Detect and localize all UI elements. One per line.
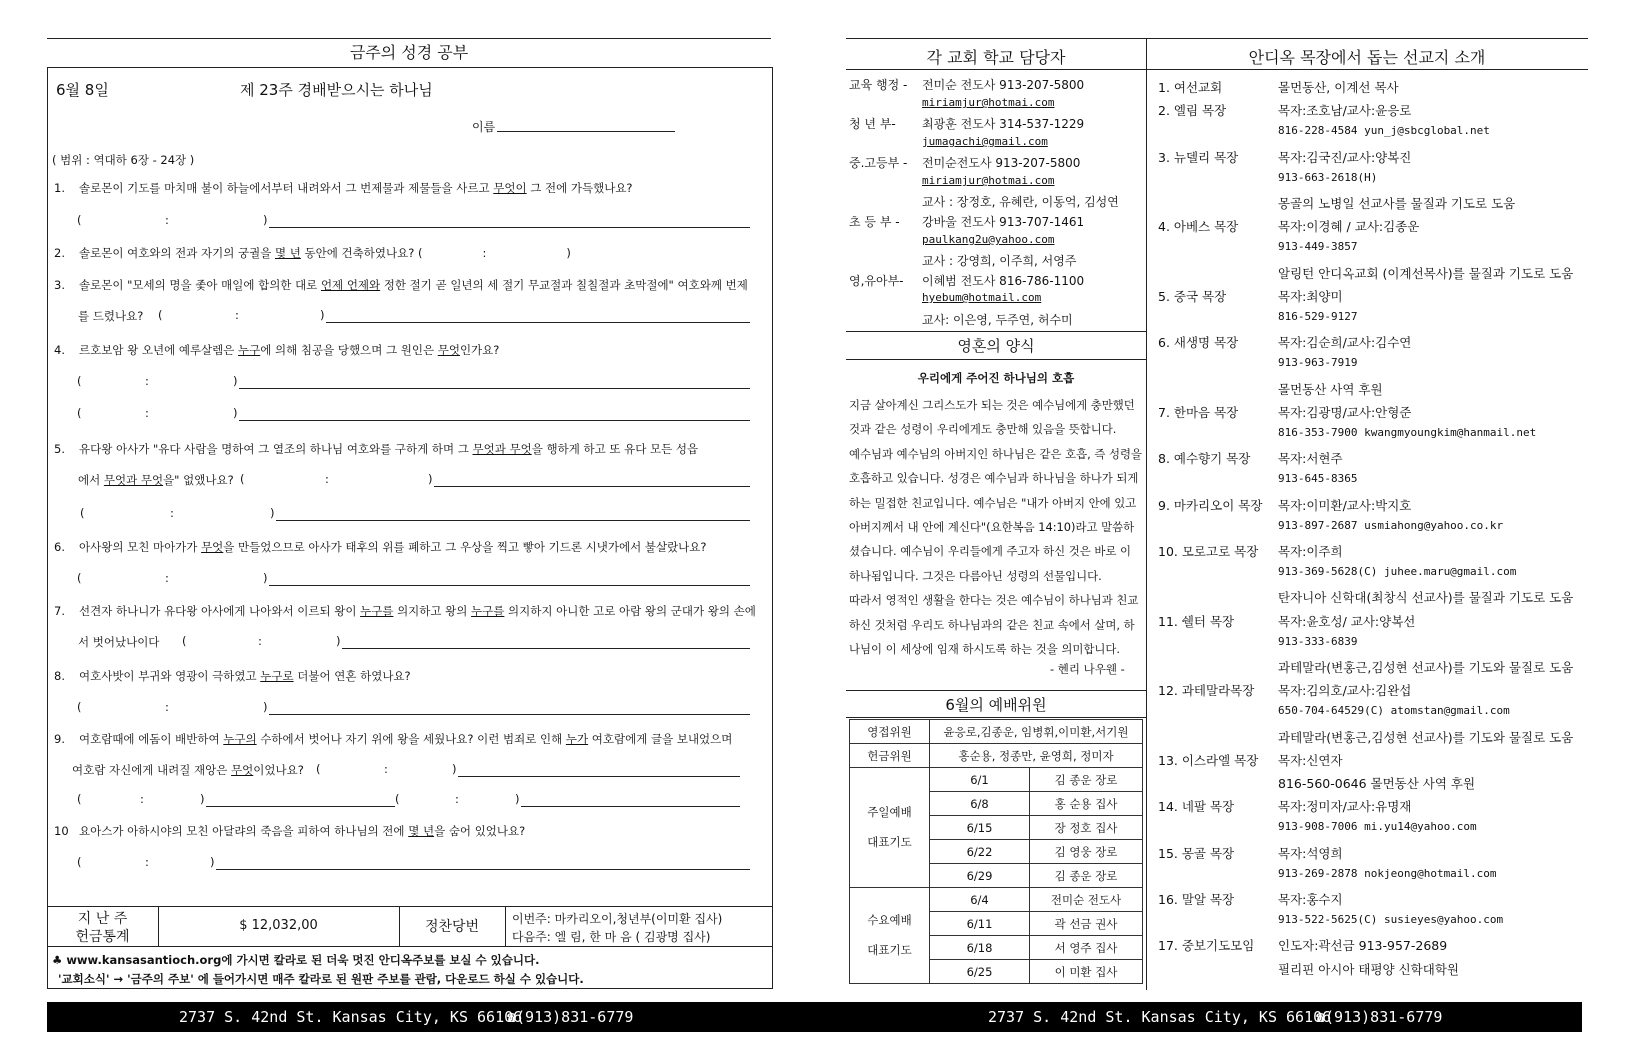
name-blank[interactable] xyxy=(497,131,675,132)
answer-blank-line[interactable] xyxy=(458,776,740,777)
study-box xyxy=(47,67,773,989)
question-3-line2 xyxy=(78,308,143,324)
staff-section-title: 각 교회 학교 담당자 xyxy=(926,48,1066,67)
devotion-line: 하는 밀접한 친교입니다. 예수님은 "내가 아버지 안에 있고 xyxy=(849,495,1137,510)
mission-section-title: 안디옥 목장에서 돕는 선교지 소개 xyxy=(1248,48,1486,67)
staff-info: 전미순 전도사 913-207-5800 xyxy=(922,78,1085,92)
question-text: 을 만들었으므로 아사가 태후의 위를 폐하고 그 우상을 찍고 빻아 기드론 시냇가에서 불살랐나요? xyxy=(223,540,707,554)
question-5 xyxy=(54,441,698,457)
sunday-prayer-date: 6/1 xyxy=(930,768,1030,792)
choir-this-week: 이번주: 마카리오이,청년부(이미환 집사) xyxy=(512,912,723,926)
question-number: 9. xyxy=(54,732,65,746)
mission-leader: 목자:김국진/교사:양복진 xyxy=(1278,149,1412,165)
mission-leader: 목자:이경혜 / 교사:김종운 xyxy=(1278,219,1420,235)
devotion-subtitle: 우리에게 주어진 하나님의 호흡 xyxy=(917,371,1075,385)
mission-detail: 816-353-7900 kwangmyoungkim@hanmail.net xyxy=(1278,426,1537,439)
staff-email[interactable]: jumagachi@gmail.com xyxy=(922,135,1048,148)
sunday-prayer-row xyxy=(850,768,1143,792)
mission-detail: 과테말라(변홍근,김성현 선교사)를 기도와 물질로 도움 xyxy=(1278,729,1574,745)
devotion-line: 지금 살아계신 그리스도가 되는 것은 예수님에게 충만했던 xyxy=(849,398,1135,412)
question-text: 여호사밧이 부귀와 영광이 극하였고 xyxy=(79,669,261,683)
worship-row xyxy=(850,744,1143,768)
mission-leader: 목자:김의호/교사:김완섭 xyxy=(1278,683,1412,699)
worship-title: 6월의 예배위원 xyxy=(945,696,1047,714)
answer-blank-line[interactable] xyxy=(239,388,750,389)
mission-group-name: 13. 이스라엘 목장 xyxy=(1158,752,1259,768)
mission-group-name: 17. 중보기도모임 xyxy=(1158,938,1255,954)
mission-detail: 913-449-3857 xyxy=(1278,240,1358,254)
question-number: 1. xyxy=(54,181,65,195)
mission-leader: 목자:김순희/교사:김수연 xyxy=(1278,335,1412,351)
worship-role: 헌금위원 xyxy=(850,744,930,768)
sunday-prayer-date: 6/8 xyxy=(930,792,1030,816)
wednesday-prayer-name: 이 미환 집사 xyxy=(1030,960,1143,984)
worship-members: 홍순용, 정종만, 윤영희, 정미자 xyxy=(930,744,1143,768)
answer-blank-line[interactable] xyxy=(342,648,750,649)
devotion-line: 호흡하고 있습니다. 성경은 예수님과 하나님을 하나가 되게 xyxy=(849,471,1139,486)
answer-close-paren: ) xyxy=(336,634,341,648)
answer-close-paren: ) xyxy=(452,762,457,776)
answer-colon: : xyxy=(235,308,239,322)
answer-open-paren: ( xyxy=(77,406,82,420)
mission-leader: 목자:석영희 xyxy=(1278,845,1343,861)
question-keyword: 무엇 xyxy=(437,343,460,357)
mission-detail: 816-560-0646 몰먼동산 사역 후원 xyxy=(1278,776,1476,791)
question-text: 을" 없앴나요? xyxy=(163,473,234,487)
question-6 xyxy=(54,539,707,555)
answer-close-paren: ) xyxy=(263,700,268,714)
question-text: 아사왕의 모친 마아가가 xyxy=(79,540,202,554)
mission-leader: 몰먼동산, 이계선 목사 xyxy=(1278,80,1399,95)
sunday-prayer-name: 장 정호 집사 xyxy=(1030,816,1143,840)
wednesday-prayer-row xyxy=(850,888,1143,912)
answer-open-paren: ( xyxy=(77,213,82,227)
mission-detail: 913-963-7919 xyxy=(1278,356,1358,370)
question-9-line2 xyxy=(72,762,304,778)
mission-leader: 목자:조호남/교사:윤응로 xyxy=(1278,103,1412,119)
mission-detail: 913-908-7006 mi.yu14@yahoo.com xyxy=(1278,820,1477,834)
worship-row xyxy=(850,720,1143,744)
sunday-prayer-name: 김 종운 장로 xyxy=(1030,864,1143,888)
wednesday-prayer-label-1: 수요예배 xyxy=(867,912,912,927)
answer-colon: : xyxy=(325,472,329,486)
answer-close-paren: ) xyxy=(233,374,238,388)
answer-colon: : xyxy=(140,792,144,806)
mission-detail: 913-522-5625(C) susieyes@yahoo.com xyxy=(1278,913,1504,927)
answer-close-paren: ) xyxy=(233,406,238,420)
staff-info: 교사 : 장정호, 유혜란, 이동억, 김성연 xyxy=(922,195,1119,209)
question-keyword: 무엇 xyxy=(231,763,254,777)
left-footer xyxy=(47,1002,812,1032)
mission-detail: 탄자니아 신학대(최창식 선교사)를 물질과 기도로 도움 xyxy=(1278,590,1574,606)
question-number: 10 xyxy=(54,824,69,838)
staff-email[interactable]: miriamjur@hotmai.com xyxy=(922,174,1055,187)
answer-open-paren: ( xyxy=(77,855,82,869)
wednesday-prayer-date: 6/11 xyxy=(930,912,1030,936)
answer-blank-line[interactable] xyxy=(276,520,750,521)
worship-members: 윤응로,김종운, 임병휘,이미환,서기원 xyxy=(930,720,1143,744)
wednesday-prayer-date: 6/18 xyxy=(930,936,1030,960)
answer-open-paren: ( xyxy=(77,700,82,714)
question-text: 그 전에 가득했나요? xyxy=(526,181,633,195)
question-text: 인가요? xyxy=(459,343,500,357)
study-date: 6월 8일 xyxy=(56,81,109,99)
question-number: 6. xyxy=(54,540,65,554)
question-7-line2 xyxy=(78,634,159,650)
question-text: 정한 절기 곧 일년의 세 절기 무교절과 칠칠절과 초막절에" 여호와께 번제 xyxy=(380,278,748,292)
mission-group-name: 14. 네팔 목장 xyxy=(1158,799,1235,815)
staff-info: 교사 : 강영희, 이주희, 서영주 xyxy=(922,254,1077,268)
wednesday-prayer-date: 6/25 xyxy=(930,960,1030,984)
devotion-author: - 헨리 나우웬 - xyxy=(1050,662,1125,676)
question-text: 여호람 자신에게 내려질 재앙은 xyxy=(72,763,232,777)
answer-colon: : xyxy=(165,571,169,585)
question-text: 에서 xyxy=(78,473,104,487)
sunday-prayer-date: 6/29 xyxy=(930,864,1030,888)
question-keyword: 누구를 xyxy=(360,604,394,618)
sunday-prayer-name: 김 종운 장로 xyxy=(1030,768,1143,792)
wednesday-prayer-label xyxy=(850,888,930,984)
question-keyword: 무엇과 무엇 xyxy=(103,473,164,487)
devotion-line: 아버지께서 내 안에 계신다"(요한복음 14:10)라고 말씀하 xyxy=(849,520,1135,534)
mission-leader: 목자:서현주 xyxy=(1278,451,1343,467)
answer-blank-line[interactable] xyxy=(269,585,750,586)
question-8 xyxy=(54,668,411,684)
question-text: 솔로몬이 "모세의 명을 좇아 매일에 합의한 대로 xyxy=(79,278,321,292)
answer-close-paren: ) xyxy=(320,308,325,322)
question-text: 르호보암 왕 오년에 예루살렘은 xyxy=(79,343,239,357)
staff-info: 강바울 전도사 913-707-1461 xyxy=(922,215,1085,229)
answer-blank-line[interactable] xyxy=(269,714,750,715)
wednesday-prayer-label-2: 대표기도 xyxy=(867,942,912,957)
question-keyword: 누구의 xyxy=(223,732,257,746)
staff-info: 전미순전도사 913-207-5800 xyxy=(922,156,1081,170)
sunday-prayer-label-1: 주일예배 xyxy=(867,804,912,819)
question-text: 의지하고 왕의 xyxy=(393,604,472,618)
answer-blank-line[interactable] xyxy=(239,420,750,421)
mission-group-name: 4. 아베스 목장 xyxy=(1158,219,1239,235)
staff-info: 최광훈 전도사 314-537-1229 xyxy=(922,117,1085,131)
right-footer xyxy=(812,1002,1582,1032)
devotion-line: 것과 같은 성령이 우리에게도 충만해 있음을 뜻합니다. xyxy=(849,422,1117,437)
question-keyword: 누구로 xyxy=(260,669,294,683)
answer-colon: : xyxy=(145,855,149,869)
mission-leader: 목자:김광명/교사:안형준 xyxy=(1278,404,1412,420)
staff-dept: 영,유아부- xyxy=(849,274,904,288)
answer-open-paren: ( xyxy=(182,634,187,648)
offering-amount: $ 12,032,00 xyxy=(239,918,318,933)
mission-group-name: 1. 여선교회 xyxy=(1158,80,1223,95)
mission-group-name: 7. 한마음 목장 xyxy=(1158,404,1239,420)
question-3 xyxy=(54,277,748,293)
question-keyword: 누구 xyxy=(238,343,261,357)
mission-group-name: 3. 뉴델리 목장 xyxy=(1158,149,1239,165)
devotion-line: 예수님과 예수님의 아버지인 하나님은 같은 호흡, 즉 성령을 xyxy=(849,446,1143,461)
answer-open-paren: ( xyxy=(158,308,163,322)
answer-colon: : xyxy=(145,406,149,420)
question-number: 7. xyxy=(54,604,65,618)
answer-colon: : xyxy=(145,374,149,388)
question-keyword: 언제 언제와 xyxy=(320,278,381,292)
wednesday-prayer-name: 전미순 전도사 xyxy=(1030,888,1143,912)
mission-leader: 목자:정미자/교사:유명재 xyxy=(1278,799,1412,815)
answer-open-paren: ( xyxy=(395,792,400,806)
answer-close-paren: ) xyxy=(200,792,205,806)
mission-detail: 913-663-2618(H) xyxy=(1278,170,1378,184)
footer-address: 2737 S. 42nd St. Kansas City, KS 66106 xyxy=(179,1008,523,1026)
answer-close: ) xyxy=(566,246,571,260)
question-text: 솔로몬이 여호와의 전과 자기의 궁궐을 xyxy=(79,246,276,260)
study-section-title: 금주의 성경 공부 xyxy=(349,43,469,62)
question-number: 4. xyxy=(54,343,65,357)
mission-leader: 목자:최양미 xyxy=(1278,288,1343,304)
answer-colon: : xyxy=(384,762,388,776)
mission-leader: 목자:이미환/교사:박지호 xyxy=(1278,497,1412,513)
answer-close-paren: ) xyxy=(428,472,433,486)
question-text: 여호람에게 글을 보내었으며 xyxy=(588,732,733,746)
devotion-line: 따라서 영적인 생활을 한다는 것은 예수님이 하나님과 친교 xyxy=(849,593,1139,608)
worship-role: 영접위원 xyxy=(850,720,930,744)
question-number: 5. xyxy=(54,442,65,456)
mission-detail: 913-333-6839 xyxy=(1278,634,1358,648)
question-text: 여호람때에 에돔이 배반하여 xyxy=(79,732,224,746)
devotion-line: 하신 것처럼 우리도 하나님과의 같은 친교 속에서 살며, 하 xyxy=(849,617,1135,632)
answer-blank-line[interactable] xyxy=(521,806,740,807)
question-1 xyxy=(54,180,633,196)
question-2 xyxy=(54,245,571,261)
mission-leader: 목자:이주희 xyxy=(1278,544,1343,559)
question-text: 더불어 연혼 하였나요? xyxy=(293,669,411,683)
offering-label-1: 지 난 주 xyxy=(77,911,128,927)
question-4 xyxy=(54,342,499,358)
footer-phone-right: ☎(913)831-6779 xyxy=(1316,1008,1443,1026)
mission-detail: 650-704-64529(C) atomstan@gmail.com xyxy=(1278,704,1510,718)
question-7 xyxy=(54,603,756,619)
mission-detail: 816-529-9127 xyxy=(1278,310,1358,323)
download-notice: '교회소식' → '금주의 주보' 에 들어가시면 매주 칼라로 된 원판 주보를 관람, 다운로드 하실 수 있습니다. xyxy=(58,972,584,986)
mission-detail: 몰먼동산 사역 후원 xyxy=(1278,381,1383,397)
question-text: 유다왕 아사가 "유다 사람을 명하여 그 열조의 하나님 여호와를 구하게 하며 그 xyxy=(79,442,473,456)
question-keyword: 몇 년 xyxy=(275,246,301,260)
question-text: 을 숨어 있었나요? xyxy=(434,824,526,838)
question-keyword: 무엇과 무엇 xyxy=(472,442,532,456)
staff-info: 이혜범 전도사 816-786-1100 xyxy=(922,274,1085,288)
mission-group-name: 6. 새생명 목장 xyxy=(1158,335,1239,351)
answer-close-paren: ) xyxy=(515,792,520,806)
staff-info: 교사: 이은영, 두주연, 허수미 xyxy=(922,313,1073,327)
answer-colon: : xyxy=(165,213,169,227)
question-10 xyxy=(54,823,525,839)
question-text: 이었나요? xyxy=(253,763,304,777)
question-9 xyxy=(54,731,732,747)
answer-open-paren: ( xyxy=(77,571,82,585)
mission-group-name: 16. 말알 목장 xyxy=(1158,892,1235,907)
answer-blank-line[interactable] xyxy=(326,322,750,323)
offering-label-2: 헌금통계 xyxy=(75,929,130,945)
wednesday-prayer-date: 6/4 xyxy=(930,888,1030,912)
question-keyword: 누구를 xyxy=(471,604,505,618)
answer-blank-line[interactable] xyxy=(216,869,750,870)
staff-email[interactable]: miriamjur@hotmai.com xyxy=(922,96,1055,109)
answer-colon: : xyxy=(165,700,169,714)
mission-leader: 인도자:곽선금 913-957-2689 xyxy=(1278,938,1448,954)
mission-group-name: 9. 마카리오이 목장 xyxy=(1158,497,1263,513)
scripture-range: ( 범위 : 역대하 6장 - 24장 ) xyxy=(52,153,195,167)
question-text: 선견자 하나니가 유다왕 아사에게 나아와서 이르되 왕이 xyxy=(79,604,361,618)
mission-detail: 과테말라(변홍근,김성현 선교사)를 기도와 물질로 도움 xyxy=(1278,660,1574,675)
question-5-line2 xyxy=(78,472,234,488)
answer-open-paren: ( xyxy=(316,762,321,776)
answer-colon: : xyxy=(170,506,174,520)
question-text: 을 행하게 하고 또 유다 모든 성읍 xyxy=(531,442,699,456)
lesson-title: 제 23주 경배받으시는 하나님 xyxy=(240,81,433,99)
mission-group-name: 2. 엘림 목장 xyxy=(1158,103,1227,119)
mission-leader: 목자:윤호성/ 교사:양복선 xyxy=(1278,613,1416,629)
question-text: 의지하지 아니한 고로 아람 왕의 군대가 왕의 손에 xyxy=(504,604,756,618)
question-number: 3. xyxy=(54,278,65,292)
devotion-title: 영혼의 양식 xyxy=(957,337,1035,355)
answer-close-paren: ) xyxy=(263,213,268,227)
answer-blank-line[interactable] xyxy=(269,227,750,228)
staff-dept: 초 등 부 - xyxy=(849,215,900,229)
answer-open-paren: ( xyxy=(77,374,82,388)
sunday-prayer-name: 김 영웅 장로 xyxy=(1030,840,1143,864)
choir-next-week: 다음주: 엘 림, 한 마 음 ( 김광명 집사) xyxy=(512,930,711,944)
question-keyword: 무엇이 xyxy=(493,181,527,195)
website-notice: ♣ www.kansasantioch.org에 가시면 칼라로 된 더욱 멋진 안디옥주보를 보실 수 있습니다. xyxy=(52,953,540,967)
sunday-prayer-label xyxy=(850,768,930,888)
question-keyword: 몇 년 xyxy=(408,824,435,838)
answer-open-paren: ( xyxy=(77,792,82,806)
question-text: 동안에 건축하였나요? ( xyxy=(300,246,423,260)
staff-email[interactable]: hyebum@hotmail.com xyxy=(922,291,1042,304)
mission-group-name: 5. 중국 목장 xyxy=(1158,288,1227,304)
footer-phone: ☎(913)831-6779 xyxy=(507,1008,634,1026)
answer-close-paren: ) xyxy=(263,571,268,585)
devotion-line: 셨습니다. 예수님이 우리들에게 주고자 하신 것은 바로 이 xyxy=(849,544,1132,559)
mission-group-name: 8. 예수향기 목장 xyxy=(1158,451,1251,467)
mission-leader: 목자:홍수지 xyxy=(1278,892,1343,907)
mission-group-name: 11. 쉘터 목장 xyxy=(1158,613,1235,629)
mission-detail: 913-369-5628(C) juhee.maru@gmail.com xyxy=(1278,565,1517,579)
question-keyword: 무엇 xyxy=(201,540,224,554)
question-keyword: 누가 xyxy=(565,732,589,746)
answer-open-paren: ( xyxy=(80,506,85,520)
footer-address-right: 2737 S. 42nd St. Kansas City, KS 66106 xyxy=(988,1008,1332,1026)
mission-detail: 913-645-8365 xyxy=(1278,472,1358,486)
mission-group-name: 15. 몽골 목장 xyxy=(1158,845,1235,861)
question-text: 서 벗어났나이다 xyxy=(78,635,160,649)
answer-colon: : xyxy=(258,634,262,648)
answer-blank-line[interactable] xyxy=(206,806,395,807)
answer-colon: : xyxy=(482,246,487,260)
mission-group-name: 12. 과테말라목장 xyxy=(1158,683,1255,699)
sunday-prayer-date: 6/22 xyxy=(930,840,1030,864)
answer-close-paren: ) xyxy=(270,506,275,520)
question-number: 8. xyxy=(54,669,65,683)
question-text: 에 의해 침공을 당했으며 그 원인은 xyxy=(260,343,438,357)
staff-dept: 교육 행정 - xyxy=(849,78,908,92)
staff-dept: 중.고등부 - xyxy=(849,156,908,170)
answer-blank-line[interactable] xyxy=(434,486,750,487)
choir-label: 정찬당번 xyxy=(424,919,480,935)
mission-detail: 816-228-4584 yun_j@sbcglobal.net xyxy=(1278,124,1490,138)
mission-detail: 913-897-2687 usmiahong@yahoo.co.kr xyxy=(1278,518,1504,532)
staff-dept: 청 년 부- xyxy=(849,117,896,131)
question-text: 를 드렸나요? xyxy=(78,309,144,323)
devotion-line: 나님이 이 세상에 임재 하시도록 하는 것을 의미합니다. xyxy=(849,642,1121,656)
sunday-prayer-name: 홍 순용 집사 xyxy=(1030,792,1143,816)
wednesday-prayer-name: 서 영주 집사 xyxy=(1030,936,1143,960)
sunday-prayer-label-2: 대표기도 xyxy=(867,834,912,849)
mission-detail: 필리핀 아시아 태평양 신학대학원 xyxy=(1278,961,1459,977)
name-label: 이름 xyxy=(472,120,496,134)
question-text: 수하에서 벗어나 자기 위에 왕을 세웠나요? 이런 범죄로 인해 xyxy=(256,732,566,746)
question-text: 요아스가 아하시야의 모친 아달랴의 죽음을 피하여 하나님의 전에 xyxy=(79,824,409,838)
answer-close-paren: ) xyxy=(210,855,215,869)
answer-colon: : xyxy=(455,792,459,806)
devotion-line: 하나됨입니다. 그것은 다름아닌 성령의 선물입니다. xyxy=(849,568,1102,583)
answer-open-paren: ( xyxy=(240,472,245,486)
worship-committee-table xyxy=(849,719,1143,984)
mission-detail: 알링턴 안디옥교회 (이계선목사)를 물질과 기도로 도움 xyxy=(1278,265,1574,281)
sunday-prayer-date: 6/15 xyxy=(930,816,1030,840)
mission-group-name: 10. 모로고로 목장 xyxy=(1158,544,1259,559)
question-number: 2. xyxy=(54,246,65,260)
question-text: 솔로몬이 기도를 마치매 불이 하늘에서부터 내려와서 그 번제물과 제물들을 사르고 xyxy=(79,181,494,195)
wednesday-prayer-name: 곽 선금 권사 xyxy=(1030,912,1143,936)
mission-detail: 몽골의 노병일 선교사를 물질과 기도로 도움 xyxy=(1278,196,1516,211)
staff-email[interactable]: paulkang2u@yahoo.com xyxy=(922,233,1055,246)
mission-leader: 목자:신연자 xyxy=(1278,752,1343,768)
mission-detail: 913-269-2878 nokjeong@hotmail.com xyxy=(1278,866,1497,880)
